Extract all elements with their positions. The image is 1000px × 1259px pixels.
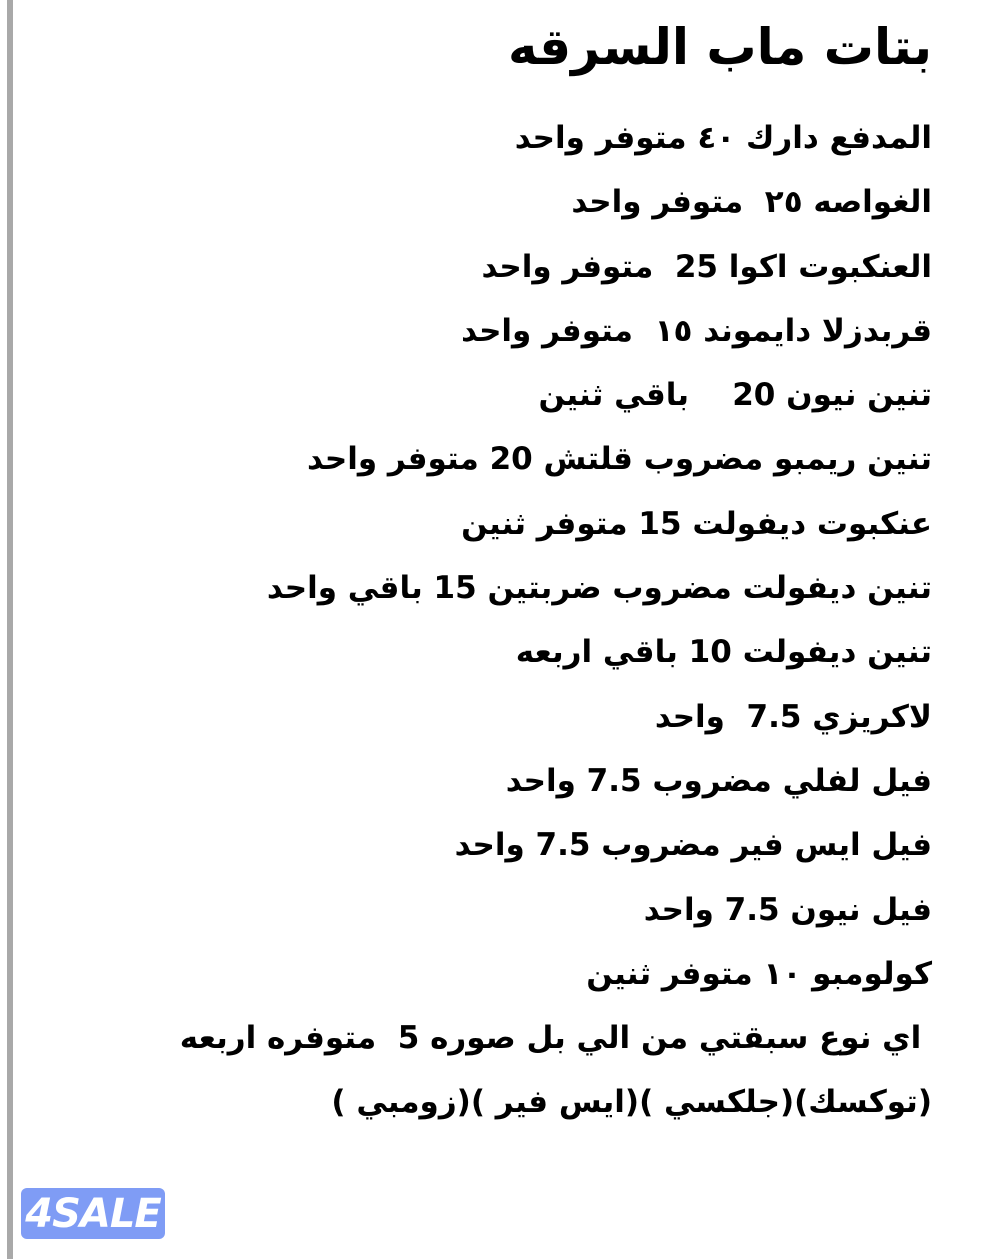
list-item: تنين ريمبو مضروب قلتش 20 متوفر واحد: [307, 441, 932, 478]
page-title: بتات ماب السرقه: [508, 18, 932, 76]
list-item: العنكبوت اكوا 25 متوفر واحد: [481, 248, 932, 285]
list-item: المدفع دارك ٤٠ متوفر واحد: [514, 120, 932, 156]
list-item: تنين ديفولت مضروب ضربتين 15 باقي واحد: [266, 570, 932, 607]
list-item: فيل ايس فير مضروب 7.5 واحد: [454, 827, 932, 864]
list-item: اي نوع سبقتي من الي بل صوره 5 متوفره اربعه: [179, 1020, 932, 1057]
item-list: [32, 108, 932, 1137]
list-item: الغواصه ٢٥ متوفر واحد: [571, 184, 932, 221]
4sale-watermark-logo: [21, 1188, 165, 1239]
list-item: لاكريزي 7.5 واحد: [654, 698, 932, 735]
list-item: قربدزلا دايموند ١٥ متوفر واحد: [461, 312, 932, 349]
logo-text: 4SALE: [25, 1190, 161, 1237]
list-item: فيل نيون 7.5 واحد: [643, 891, 932, 928]
list-item: تنين ديفولت 10 باقي اربعه: [515, 634, 932, 671]
left-border-rule: [7, 0, 13, 1259]
list-item: عنكبوت ديفولت 15 متوفر ثنين: [461, 505, 932, 542]
list-item: تنين نيون 20 باقي ثنين: [538, 377, 932, 414]
list-item: (توكسك)(جلكسي )(ايس فير )(زومبي ): [331, 1084, 932, 1121]
list-item: فيل لفلي مضروب 7.5 واحد: [505, 762, 932, 799]
list-item: كولومبو ١٠ متوفر ثنين: [586, 955, 932, 992]
